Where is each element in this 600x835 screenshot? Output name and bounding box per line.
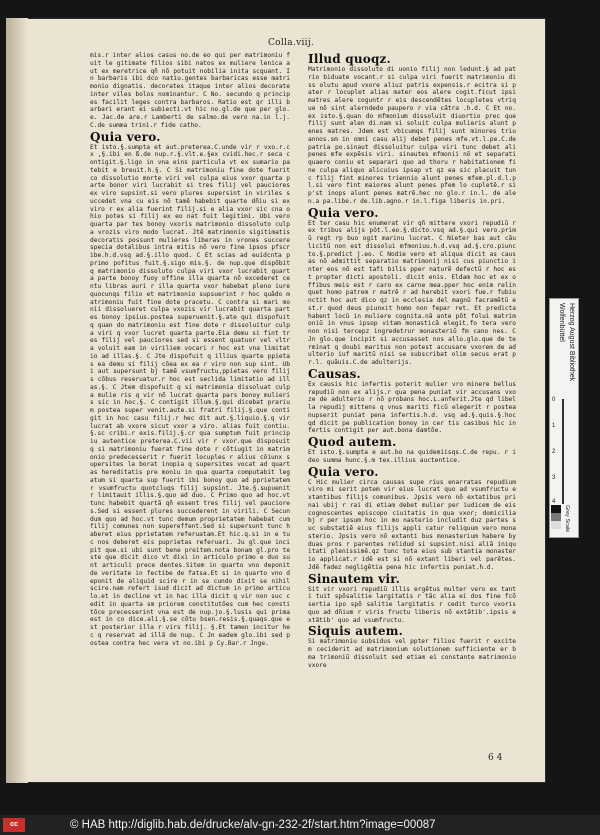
right-para <box>308 368 516 435</box>
section-lead: Causas. <box>308 366 361 381</box>
ruler-tick: 4 <box>552 499 556 505</box>
para-text: Ex causis hic infertis poterit mulier vro minere bellus repudiũ non ex alijs.r qua pena puniat vir accusans vxoze de adulterio r nõ probans hoc.L.anferit.Jte qd libella repudij mittens q vnus mariti ficũ elegerit r postea nupserit puniat pena infertis.h.d. vsq ad.§.quis.§.hoc qd dicit pe publication bonoy in cer tis casibus hic infertis contigit per aut.bona damtõe. <box>308 380 516 435</box>
ruler-tick: 2 <box>552 449 556 455</box>
section-lead: Sinautem vir. <box>308 571 401 586</box>
para-text: Et isto.§.sumpta e aut.bo na quidemiisqs.C.de repu. r ideo summa hunc.§.m tex.illius auctentice. <box>308 449 516 464</box>
folio-number: 6 4 <box>488 753 503 763</box>
ruler-bar <box>562 399 564 504</box>
right-para <box>308 207 516 367</box>
right-para <box>308 625 516 669</box>
left-para <box>90 131 290 648</box>
right-para <box>308 53 516 206</box>
page-gutter <box>6 18 28 783</box>
credit-link[interactable]: © HAB http://diglib.hab.de/drucke/alv-gn-232-2f/start.htm?image=00087 <box>70 819 436 831</box>
para-text: mis.r inter alios casus no.de eo qui per matrimoniu fuit le gitimate filios sibi natos ex muliere lenica aut ex meretrice qñ nõ potuit nobilia inita scquant. In barbaris ibi dco natiu.gentes barbaricas esse matrimonio dignatis. decorates itaque inter alios decorate inter viles bolos nominantur. C No. secundo q principes facilit leges contra barbaros. Ratio est qr illi barbari erant ei subiecti.vt hic no.gl.de que per glo.e. Jac.de are.r Lamberti de salmo.de vero na.in l.j.C.de summa trini.r fide catho. <box>90 52 290 129</box>
right-column <box>308 52 516 752</box>
right-para <box>308 573 516 625</box>
section-lead: Quia vero. <box>308 464 379 479</box>
grey-scale-swatch <box>551 505 561 529</box>
ruler-tick: 0 <box>552 397 556 403</box>
section-lead: Quia vero. <box>308 205 379 220</box>
running-head: Colla.viij. <box>268 38 315 48</box>
grey-scale-label: Grey Scale <box>564 505 570 533</box>
color-scale-strip <box>549 298 579 538</box>
para-text: Matrimonio dissoluto di uonio filij non ledunt.§ ad patrio biduate vocant.r si culpa viri fuerit matrimoniu diss olutu apud vxore aliuz patris expensis.r ecitra si pater r locuplet alias mater eos alere cogit.ficut ipsi matres alere coguntr r eis descendẽtes locupletes vtrique nõ sint alerndedo paupero r via cãtra .h.d. C Et no.ex isto.§.quan do mfmonium dissoluit diuortio prec que filij sunt alen di.nam si soluit culpa mulieris alunt penes matres. Jdem est vbicumqs filij sunt minores triu annos.sm in omni casu alij debet penes mfe.vt.l.pe.C.de patria po.sinaut dissoluitur culpa viri tunc debet ali penes mfe expẽsis viri. sinautes mfmonii nõ et separati quaero coniu et separari quo ad thoru r habitationem fine culpa aliquo alicuius ipsap vt qz ea sic placuit tunc filij fint minores triennio alunt penes mfem.pl.d.l.pl.si vero fint maiores alunt penes pfem lo cupletẽ.r si p'st inops alunt penes matrẽ.hec no glo.r in.l. de alen.a pa.libe.r de.lib.agno.r in.l.figa liberis in.pri. <box>308 66 516 205</box>
left-column <box>90 52 290 752</box>
para-text: Si matrimoniu subsidus vel ppter filios fuerit r excitem ceciderit ad matrimonium solutionem sufficiente er b ma trimoniũ dissoluit sed etiam ei constante matrimonio vxore <box>308 638 516 669</box>
section-lead: Quod autem. <box>308 435 397 449</box>
library-label: Herzog August Bibliothek Wolfenbüttel <box>558 303 575 382</box>
section-lead: Quia vero. <box>90 129 161 144</box>
license-badge-icon[interactable]: cc <box>3 818 25 832</box>
right-para <box>308 436 516 465</box>
section-lead: Illud quoqz. <box>308 52 391 66</box>
para-text: Et isto.§.sumpta et aut.preterea.C.unde vir r vxo.r.cx ,§.ibi en ß.de nup.r.§.vlt.e.§ex cvidi.hec.r seca contigit.§.ligo in vna eins particula vt ex sumario patebit e breuit.h.§. C Si matrimoniu fine dote fuerit co dissolutio morte viri vel culpa eius vxor quarta parte bonor viri lucrabit si tres filij vel pauciores ex viro supsint.si vero plures supersint in viriles succedet vna cu eis nõ tamẽ habebit quarte dñiu si ex viro r ex alia fuerint filij.si e alia vxor sic cna ohio potes si filij ex eo nat fuit legitimi. Ubi vero quarta par tes bonoy vxoris matrimonio dissoluto culpa vrozis viro modo lucrat. Jtẽ matrimonio sigitimatis decoratis possunt mulieres liberas in vrones succere specia dotalibus intra mitis nõ vero fine ipsos pfscribe.h.d.vsq ad.§.illo quod. C Et scias ad euidcnta p primo pofitus fuit.§.sigo mis.§. de nup.que dispõbit q matrimonio dissoluto culpa viri vxor lucrabit quarta parte bonoy fuoy offine illa quarta nõ excederet centu libras auri r illa quarta vxor habebat pleno iure quocunqs filio et matrimonio supsuerint r hoc quãdo matrimoniu fuit fine dote pracetu. C contra si mari monii dissolueret culpa vxozis vir lucrabit quarta partes bonoy ipsius.postea superuenit.§.ate qui dispofuit q quan do matrimoniu est fine dote r dissoluitur culpa viri q vxor lucret quarta parte.Eia demu si fint tres filij vel pauciores sed si essent quatuor vel vltra voluit eam in viriliem vocari r hoc est vna limitatio ad illas.§. C Jte dispofuit q illius quarte ppietas ea demu si filij cõea ex ea r viro non sup sint. Ubi aut supersunt bj tamẽ vsumfructu,ppietas vero filijs cõbus reseruatur.r hoc est seclida limitatio ad illas.§. C Jtem dispofuit q si matrimonia dissoluat culpa mulie ris q vir nõ lucrat quarta pars bonoy mulieris sic in hoc.§. C contigit illum.§.qui dicebat prarium postea super venit.aute.si fratri filij.§.que contigit in hoc casu filij.r hec dit aut.§.liquio.§.q vir lucrat ab vxore sicut vxor a viro. alias fuit contiu.§.sc cribi.r exis.filij.§.cr qua sumptum fuit principiu autentice preterea.C.vii vir r vxor.que disposuit q si matrimoniu fuerat fine dote r cõtiugit in matrimonio predecesserit r fuerit locuples r alius cõiunx supersites la borat inopia q supersites vocat ad quartas hereditatis pre moniu in qua quarta computabit legatum si quarta sup fuerit ibi bonoy quo ad pprietatem r vsumfructu quotcluqs filij supsint. Jte.§.supuenit r limitauit illis.§.quo ad duo. C Primo quo ad hoc.vt tunc habebit quartã qñ essent tres filij vel pauciores.Sed si essent plures succederent in virili. C Secundum quo ad hoc.vt tunc demum proprietatem habebat cum filij comunes non supereffent.Sed si supersunt tunc haberet eius pprietatem referuatam.Et hic.q.si in e tuc nos deberet eis puprietas referuari. Ju gl.que incipit que.si ubi sunt bene preitem.nota bonam gl.pro teste que dicit dico vt dixi in articulo primo e duo sunt articuli prece dentes.Sitem in quarto vno deponit de veritate in fectibe de fatsa.Et si in quarto vno deponit de aliquid scire r in se cundo dixit se nihil scire.nam refert isud dicit ad dictum in primo articulo.et in decline vt in hac illa dicit q vir non suc cedit in quarta sm priorem constitutões cum hec constitõce precesserint vna est de nup.jo.§.lusis qui prima est in co dice.ali.§.se cõtu bsen.resis.§.quaqs.que est posterior illa r virs filij. §.Et tamen incitur hec q reservat ad illã de nup. C Jn eadem glo.ibi sed postea contra hec vera vt no.ibi p Cy.Bar.r Jnge. <box>90 143 290 647</box>
footer-bar <box>0 815 600 835</box>
para-text: Sit vir vxori repudiũ illis ergẽtus multer vero ex tanti tuit spõsalitie largitatis r tãc alia ei dos fine fcõ sertia ipo spõ salitie largitatis r cedit turco vxoris quo ad dñium r viris fructu liberis nõ extãtib'.ipsis extãtib' quo ad vsumfructu. <box>308 585 516 624</box>
right-para <box>308 466 516 572</box>
ruler-tick: 1 <box>552 423 556 429</box>
para-text: C Hic mulier circa causas supe rius enarratas repudium viro mi serit potem vir eius lucrat quo ad vsumfructu extantibus filijs comunibus. Jpsis vero nõ extatibus prinai ubij r rai di etiam debet mulier per iudicem de eis cognoscentes episcopo ciuitatis in qua vxor; domicilia bj r per ipsum hoc in mo nasterio includit duz partes suc substatiẽ eius filijs appli catur reliquum vero monasterio. Jpsis vero nõ extanti bus monasterium habere by duas pros r parentes relidud si supsint.nisi aliã iniquitati plenissimẽ.qz tunc tota eius sub stantia monasterio applicat.r idẽ est si nõ extant liberi vel parẽtes. Jdẽ fadez negligẽtia pena hic infertis puniat.h.d. <box>308 478 516 571</box>
para-text: Et ter casu hic enumerat vir qñ mittere vxori repudiũ r ex tribus alijs pöt.l.eo.§.dicto.vsq ad.§.qui vero.primũ regt rp buo ogit marinu lucrat. C Nieter bas aut cãu licitũ non est dissolui mfmoniuu.h.d.vsq ad.§.cro.piuncto.§.predict j.eo. C Nodie vero et aliqua dicit as causas nõ admittit separatio matrimonij nisi cus piunctio inter eos nõ est tafi bilis pper naturẽ defectũ r hoc est propter dicti apostoli. dicit enis. Eldam hoc et ex offibus meis est r caro ex carne mea.pper hoc enim relinquet homo patrem r matrẽ r ad herebit vxori fue.r fubiunctit hoc aut dico qz in ecclesia del magnũ facramẽtũ est.r quod deus piunxit homo non fepar ret. Et predicta habent locũ in muliere cognita.nã ante põt folui matrimoniũ in vnus ipsop vitam monasticã elegit.fo tera vero non nisi tercepz ingredetrur monasteriũ fm cano nes. C Jn glo.que incipit si accusasset nos allo.glo.que de terminat q doubi maritus non potest accusare vxorem de adulterio iuf maritũ nisi se subscribat olim secus erat pr.l. quãuis.C.de adulterijs. <box>308 219 516 366</box>
ruler-tick: 3 <box>552 475 556 481</box>
book-page <box>6 18 546 783</box>
section-lead: Siquis autem. <box>308 624 403 639</box>
left-para <box>90 52 290 130</box>
